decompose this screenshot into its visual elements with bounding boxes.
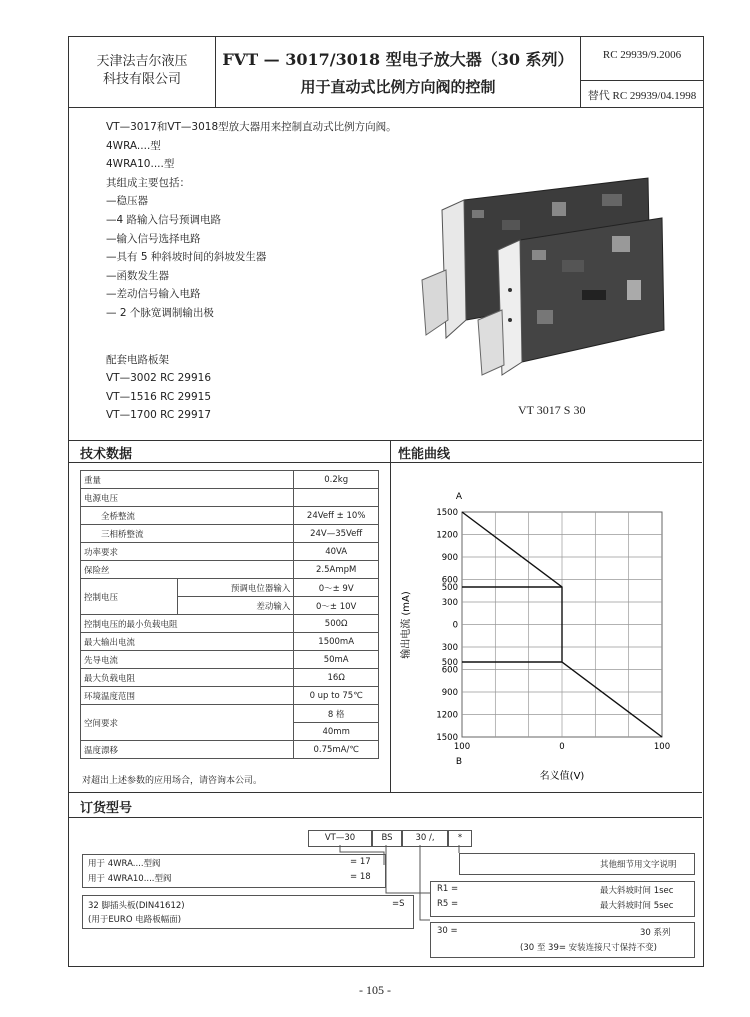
y-tick-label: 300 (441, 643, 458, 653)
company-line-2: 科技有限公司 (102, 72, 181, 87)
row-value: 0.75mA/℃ (294, 741, 379, 759)
row-label: 保险丝 (81, 561, 294, 579)
rack-item: VT—1700 RC 29917 (106, 409, 211, 422)
connector-type: 32 脚插头板(DIN41612) (88, 901, 185, 911)
intro-line: 4WRA10....型 (106, 158, 175, 171)
rack-item: VT—1516 RC 29915 (106, 390, 211, 403)
x-tick-label: 100 (453, 742, 471, 752)
image-caption: VT 3017 S 30 (518, 403, 586, 417)
row-sublabel: 预调电位器输入 (178, 579, 294, 597)
row-value: 0 up to 75℃ (294, 687, 379, 705)
y-tick-label: 500 (441, 658, 458, 668)
row-value: 24Veff ± 10% (294, 507, 379, 525)
y-tick-label: 1200 (436, 530, 458, 541)
row-value: 50mA (294, 651, 379, 669)
row-value: 8 格 (294, 705, 379, 723)
title-line-2: 用于直动式比例方向阀的控制 (300, 78, 496, 96)
r1-label: R1 = (437, 884, 459, 894)
row-label: 控制电压的最小负载电阻 (81, 615, 294, 633)
intro-line: — 2 个脉宽调制输出极 (106, 306, 214, 319)
x-axis-label: 名义值(V) (539, 771, 585, 782)
row-value: 40VA (294, 543, 379, 561)
y-tick-label: 600 (441, 575, 458, 586)
intro-line: —函数发生器 (106, 269, 169, 282)
intro-line: —4 路输入信号预调电路 (106, 213, 222, 226)
document-number: RC 29939/9.2006 (581, 37, 703, 81)
valve-type-4wra10-code: = 18 (350, 872, 371, 882)
row-value: 2.5AmpM (294, 561, 379, 579)
replaces-number: 替代 RC 29939/04.1998 (587, 90, 697, 102)
rack-title: 配套电路板架 (106, 353, 169, 366)
intro-line: —稳压器 (106, 195, 148, 208)
row-label: 先导电流 (81, 651, 294, 669)
y-tick-label: 1200 (436, 710, 458, 721)
intro-line: 4WRA....型 (106, 139, 161, 152)
y-tick-label: 1500 (436, 733, 458, 743)
series-note: (30 至 39= 安装连接尺寸保持不变) (520, 943, 657, 953)
connector-code: =S (392, 899, 405, 909)
row-label: 环境温度范围 (81, 687, 294, 705)
row-label: 重量 (81, 471, 294, 489)
row-label: 最大负载电阻 (81, 669, 294, 687)
other-details: 其他细节用文字说明 (600, 860, 677, 870)
valve-type-4wra-code: = 17 (350, 857, 371, 867)
connector-note: (用于EURO 电路板幅面) (88, 915, 182, 925)
row-value: 0～± 10V (294, 597, 379, 615)
r5-description: 最大斜坡时间 5sec (600, 901, 674, 911)
title-line-1: FVT — 3017/3018 型电子放大器（30 系列） (222, 50, 574, 69)
r5-label: R5 = (437, 899, 459, 909)
x-tick-label: 0 (559, 742, 565, 752)
row-sublabel: 差动输入 (178, 597, 294, 615)
row-label: 控制电压 (81, 579, 178, 615)
row-label: 温度漂移 (81, 741, 294, 759)
y-axis-label: 输出电流 (mA) (401, 591, 412, 659)
row-label: 全桥整流 (81, 507, 294, 525)
r1-description: 最大斜坡时间 1sec (600, 886, 674, 896)
row-value: 40mm (294, 723, 379, 741)
y-tick-label: 900 (441, 688, 458, 698)
row-value: 0.2kg (294, 471, 379, 489)
tech-note: 对超出上述参数的应用场合，请咨询本公司。 (82, 776, 263, 786)
leader-line (420, 845, 430, 920)
axis-label-b: B (455, 757, 463, 767)
row-value: 1500mA (294, 633, 379, 651)
intro-line: —输入信号选择电路 (106, 232, 201, 245)
x-tick-label: 100 (653, 742, 671, 752)
row-value: 0～± 9V (294, 579, 379, 597)
row-value: 24V—35Veff (294, 525, 379, 543)
row-label: 空间要求 (81, 705, 294, 741)
rack-item: VT—3002 RC 29916 (106, 372, 211, 385)
page-number: - 105 - (359, 983, 391, 997)
y-tick-label: 500 (441, 583, 458, 593)
leader-line (386, 845, 430, 893)
row-label: 功率要求 (81, 543, 294, 561)
code-part: * (457, 833, 463, 843)
intro-line: —差动信号输入电路 (106, 288, 201, 301)
y-tick-label: 900 (441, 553, 458, 563)
intro-line: 其组成主要包括： (106, 176, 190, 189)
company-line-1: 天津法吉尔液压 (96, 54, 188, 69)
row-label: 电源电压 (81, 489, 294, 507)
tech-data-heading: 技术数据 (80, 447, 133, 462)
code-part: 30 /, (415, 833, 435, 843)
series-label: 30 = (437, 926, 458, 936)
y-tick-label: 0 (452, 620, 458, 631)
series-description: 30 系列 (640, 928, 671, 938)
valve-type-4wra: 用于 4WRA....型阀 (88, 859, 161, 869)
row-label: 三相桥整流 (81, 525, 294, 543)
valve-type-4wra10: 用于 4WRA10....型阀 (88, 874, 172, 884)
intro-line: —具有 5 种斜坡时间的斜坡发生器 (106, 251, 267, 264)
code-part: BS (381, 833, 393, 843)
performance-curve-heading: 性能曲线 (398, 447, 451, 462)
axis-label-a: A (455, 492, 463, 502)
order-heading: 订货型号 (80, 801, 133, 816)
row-value: 500Ω (294, 615, 379, 633)
row-label: 最大输出电流 (81, 633, 294, 651)
y-tick-label: 300 (441, 598, 458, 608)
y-tick-label: 600 (441, 665, 458, 676)
code-part: VT—30 (324, 833, 356, 843)
y-tick-label: 1500 (436, 508, 458, 518)
intro-line: VT—3017和VT—3018型放大器用来控制直动式比例方向阀。 (106, 121, 397, 133)
row-value: 16Ω (294, 669, 379, 687)
